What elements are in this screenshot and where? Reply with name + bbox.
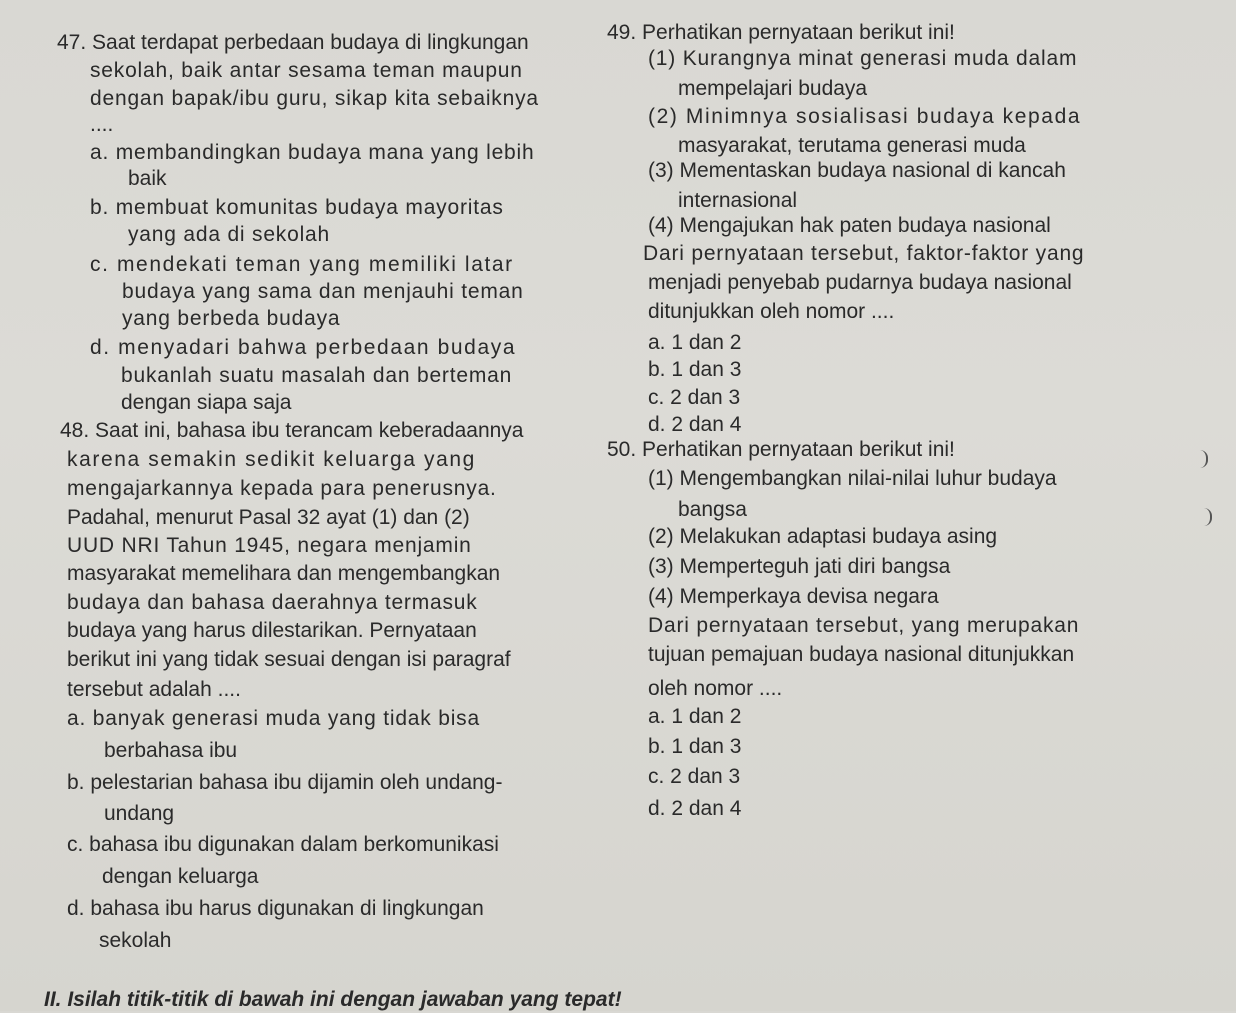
question-49-option-d: d. 2 dan 4	[648, 413, 742, 436]
question-49-question-line: menjadi penyebab pudarnya budaya nasional	[648, 271, 1072, 294]
question-48-stem-line: 48. Saat ini, bahasa ibu terancam keberadaannya	[60, 419, 524, 442]
question-49-statement-3: (3) Mementaskan budaya nasional di kancah	[648, 159, 1066, 182]
question-50-option-c: c. 2 dan 3	[648, 765, 741, 788]
question-48-stem-line: berikut ini yang tidak sesuai dengan isi paragraf	[67, 648, 511, 671]
margin-mark	[1196, 450, 1208, 468]
question-50-question-line: Dari pernyataan tersebut, yang merupakan	[648, 614, 1080, 637]
question-47-option-b-cont: yang ada di sekolah	[128, 223, 331, 246]
question-50-statement-3: (3) Memperteguh jati diri bangsa	[648, 555, 951, 578]
question-49-statement-4: (4) Mengajukan hak paten budaya nasional	[648, 214, 1051, 237]
question-47-option-c: c. mendekati teman yang memiliki latar	[90, 253, 514, 276]
question-50-option-d: d. 2 dan 4	[648, 797, 742, 820]
question-47-option-d-cont: dengan siapa saja	[121, 391, 292, 414]
question-49-question-line: Dari pernyataan tersebut, faktor-faktor yang	[643, 242, 1085, 265]
question-47-option-c-cont: budaya yang sama dan menjauhi teman	[122, 280, 524, 303]
section-heading: II. Isilah titik-titik di bawah ini dengan jawaban yang tepat!	[44, 988, 622, 1011]
question-47-stem-line: ....	[90, 113, 114, 136]
question-49-statement-2: (2) Minimnya sosialisasi budaya kepada	[648, 105, 1082, 128]
question-50-statement-4: (4) Memperkaya devisa negara	[648, 585, 939, 608]
question-48-option-a-cont: berbahasa ibu	[104, 739, 238, 762]
question-49-option-c: c. 2 dan 3	[648, 386, 741, 409]
question-50-stem: 50. Perhatikan pernyataan berikut ini!	[607, 438, 955, 461]
margin-mark	[1200, 508, 1212, 526]
question-47-option-c-cont: yang berbeda budaya	[122, 307, 341, 330]
question-49-statement-1: (1) Kurangnya minat generasi muda dalam	[648, 47, 1078, 70]
question-50-statement-1: (1) Mengembangkan nilai-nilai luhur budaya	[648, 467, 1057, 490]
question-49-option-b: b. 1 dan 3	[648, 358, 742, 381]
question-47-option-a: a. membandingkan budaya mana yang lebih	[90, 141, 535, 164]
question-48-stem-line: tersebut adalah ....	[67, 678, 241, 701]
question-48-option-b: b. pelestarian bahasa ibu dijamin oleh undang-	[67, 771, 503, 794]
question-50-option-a: a. 1 dan 2	[648, 705, 742, 728]
question-50-question-line: oleh nomor ....	[648, 677, 783, 700]
question-50-question-line: tujuan pemajuan budaya nasional ditunjukkan	[648, 643, 1075, 666]
question-47-option-a-cont: baik	[128, 167, 167, 190]
question-48-stem-line: Padahal, menurut Pasal 32 ayat (1) dan (2)	[67, 506, 470, 529]
question-48-option-a: a. banyak generasi muda yang tidak bisa	[67, 707, 480, 730]
question-48-option-d: d. bahasa ibu harus digunakan di lingkungan	[67, 897, 484, 920]
question-47-option-b: b. membuat komunitas budaya mayoritas	[90, 196, 504, 219]
question-49-statement-3-cont: internasional	[678, 189, 798, 212]
question-48-stem-line: budaya dan bahasa daerahnya termasuk	[67, 591, 478, 614]
question-48-stem-line: mengajarkannya kepada para penerusnya.	[67, 477, 497, 500]
question-48-stem-line: masyarakat memelihara dan mengembangkan	[67, 562, 501, 585]
question-49-stem: 49. Perhatikan pernyataan berikut ini!	[607, 21, 955, 44]
question-49-statement-2-cont: masyarakat, terutama generasi muda	[678, 134, 1026, 157]
question-50-option-b: b. 1 dan 3	[648, 735, 742, 758]
question-48-stem-line: UUD NRI Tahun 1945, negara menjamin	[67, 534, 472, 557]
question-47-option-d: d. menyadari bahwa perbedaan budaya	[90, 336, 517, 359]
question-50-statement-2: (2) Melakukan adaptasi budaya asing	[648, 525, 998, 548]
question-49-statement-1-cont: mempelajari budaya	[678, 77, 868, 100]
question-49-option-a: a. 1 dan 2	[648, 331, 742, 354]
question-48-stem-line: karena semakin sedikit keluarga yang	[67, 448, 476, 471]
question-48-stem-line: budaya yang harus dilestarikan. Pernyataan	[67, 619, 477, 642]
question-48-option-b-cont: undang	[104, 802, 175, 825]
question-48-option-c-cont: dengan keluarga	[102, 865, 259, 888]
question-50-statement-1-cont: bangsa	[678, 498, 747, 521]
question-47-stem-line: sekolah, baik antar sesama teman maupun	[90, 59, 523, 82]
question-48-option-d-cont: sekolah	[99, 929, 172, 952]
question-49-question-line: ditunjukkan oleh nomor ....	[648, 300, 895, 323]
question-48-option-c: c. bahasa ibu digunakan dalam berkomunikasi	[67, 833, 499, 856]
question-47-option-d-cont: bukanlah suatu masalah dan berteman	[121, 364, 513, 387]
question-47-stem-line: 47. Saat terdapat perbedaan budaya di lingkungan	[57, 31, 529, 54]
question-47-stem-line: dengan bapak/ibu guru, sikap kita sebaiknya	[90, 87, 539, 110]
